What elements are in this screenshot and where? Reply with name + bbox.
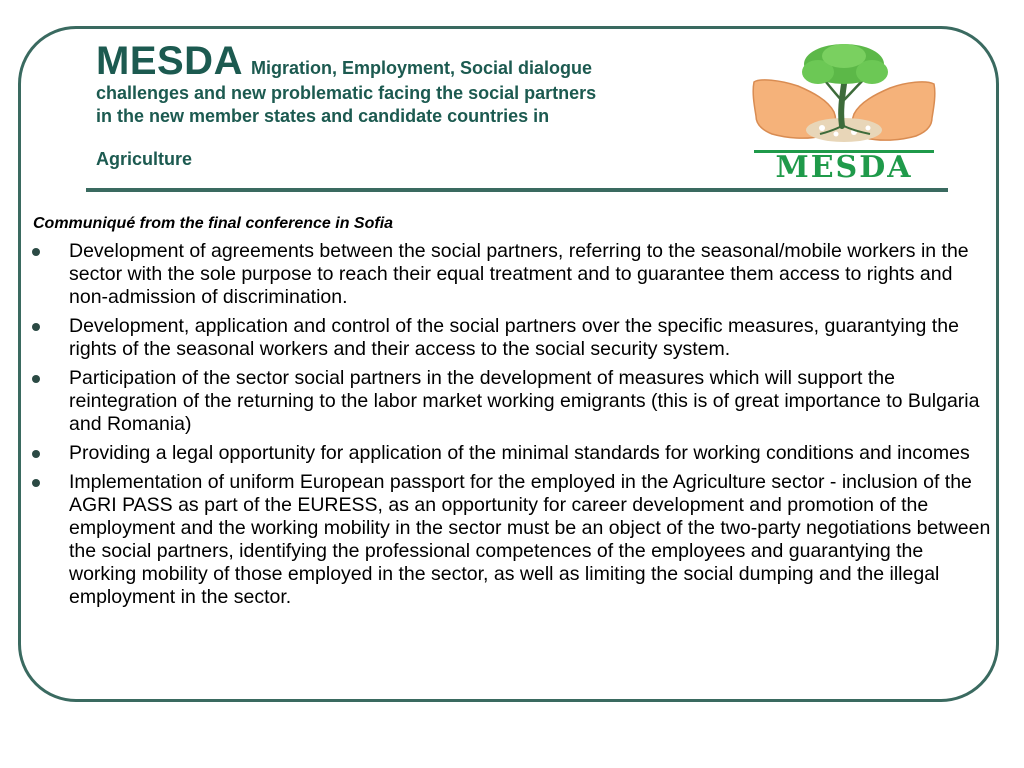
list-item bbox=[30, 240, 992, 309]
title-subtitle: Migration, Employment, Social dialogue bbox=[250, 58, 592, 78]
bullet-icon bbox=[32, 450, 40, 458]
bullet-icon bbox=[32, 248, 40, 256]
list-item-text: Development, application and control of the social partners over the specific measures, guarantying the rights of the seasonal workers and their access to the social security system. bbox=[69, 315, 959, 360]
bullet-list bbox=[30, 240, 992, 615]
title-main: MESDA bbox=[96, 39, 243, 83]
list-item-text: Participation of the sector social partners in the development of measures which will support the reintegration of the returning to the labor market working emigrants (this is of great importance to Bulgaria and Romania) bbox=[69, 367, 980, 435]
bullet-icon bbox=[32, 479, 40, 487]
slide-title bbox=[96, 40, 746, 171]
title-line-4: Agriculture bbox=[96, 149, 193, 169]
list-item-text: Providing a legal opportunity for application of the minimal standards for working conditions and incomes bbox=[69, 442, 970, 464]
list-item bbox=[30, 471, 992, 609]
bullet-icon bbox=[32, 323, 40, 331]
logo-text: MESDA bbox=[775, 150, 913, 185]
list-item bbox=[30, 367, 992, 436]
list-item-text: Implementation of uniform European passport for the employed in the Agriculture sector - inclusion of the AGRI PASS as part of the EURESS, as an opportunity for career development and promotion of the employment and the working mobility in the sector must be an object of the two-party negotiations between the social partners, identifying the professional competences of the employees and guarantying the working mobility of those employed in the sector, as well as limiting the social dumping and the illegal employment in the sector. bbox=[69, 471, 991, 608]
title-line-3: in the new member states and candidate countries in bbox=[96, 106, 550, 126]
list-item bbox=[30, 442, 992, 465]
title-divider bbox=[86, 188, 948, 192]
title-line-2: challenges and new problematic facing the social partners bbox=[96, 83, 597, 103]
bullet-icon bbox=[32, 375, 40, 383]
list-item-text: Development of agreements between the social partners, referring to the seasonal/mobile workers in the sector with the sole purpose to reach their equal treatment and to guarantee them access to rights and non-admission of discrimination. bbox=[69, 240, 969, 308]
section-heading: Communiqué from the final conference in Sofia bbox=[33, 215, 394, 232]
list-item bbox=[30, 315, 992, 361]
